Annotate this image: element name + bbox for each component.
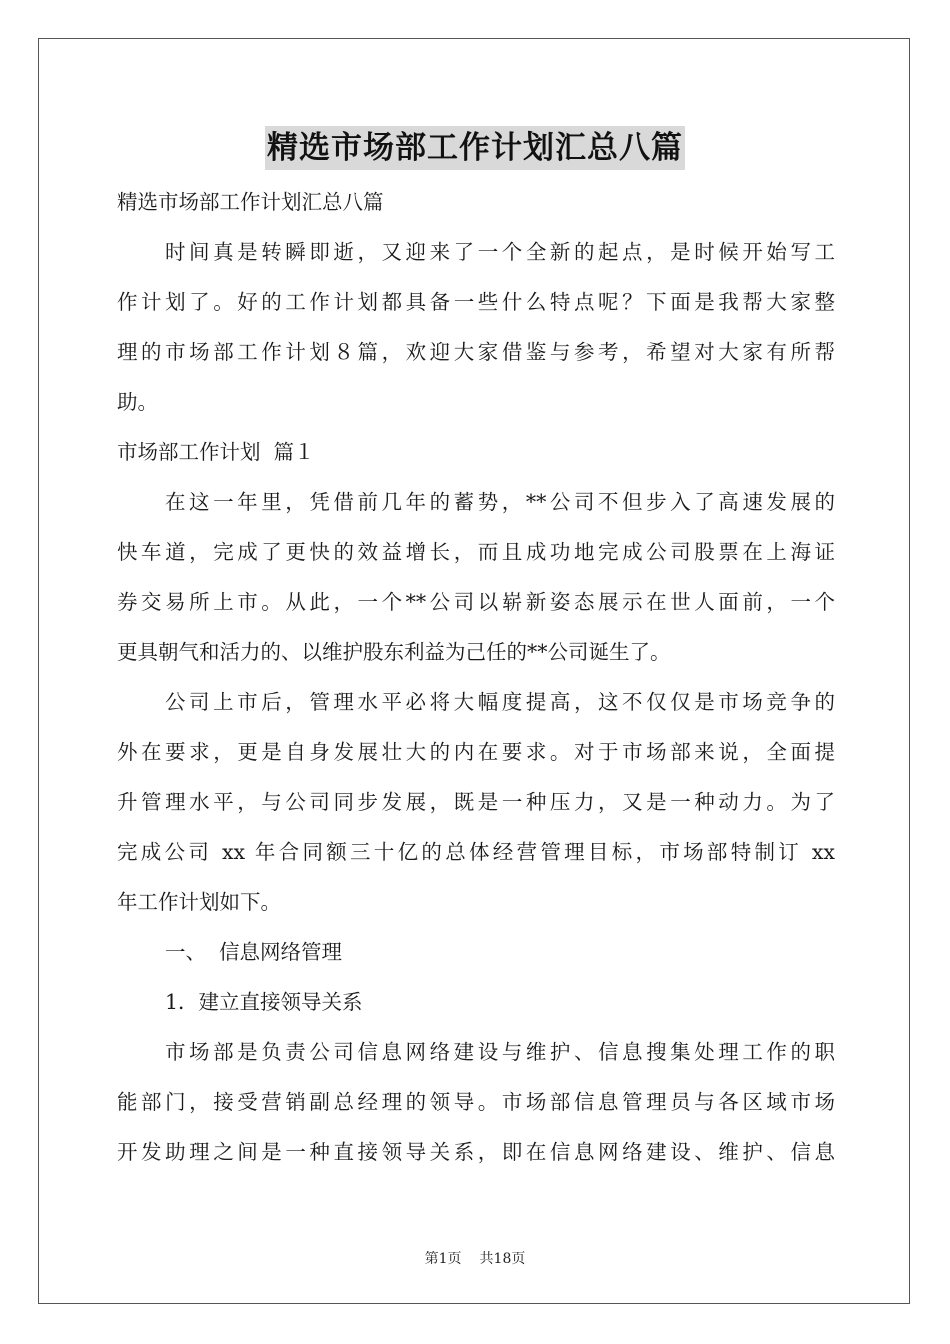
paragraph-line: 市场部是负责公司信息网络建设与维护、信息搜集处理工作的职 [165,1040,835,1064]
paragraph-line: 在这一年里，凭借前几年的蓄势，**公司不但步入了高速发展的 [165,490,835,514]
document-title: 精选市场部工作计划汇总八篇 [265,126,685,170]
paragraph-line: 时间真是转瞬即逝，又迎来了一个全新的起点，是时候开始写工 [165,240,835,264]
paragraph-line: 更具朝气和活力的、以维护股东利益为己任的**公司诞生了。 [117,640,671,664]
paragraph-line: 作计划了。好的工作计划都具备一些什么特点呢？下面是我帮大家整 [117,290,835,314]
paragraph-line: 年工作计划如下。 [117,890,281,914]
paragraph-line: 开发助理之间是一种直接领导关系，即在信息网络建设、维护、信息 [117,1140,835,1164]
page-number: 第1页 [424,1251,462,1267]
paragraph-line: 助。 [117,390,158,414]
paragraph-line: 公司上市后，管理水平必将大幅度提高，这不仅仅是市场竞争的 [165,690,835,714]
subtitle-line: 精选市场部工作计划汇总八篇 [117,190,384,214]
document-body [117,177,835,1177]
paragraph-line: 能部门，接受营销副总经理的领导。市场部信息管理员与各区域市场 [117,1090,835,1114]
paragraph-line: 完成公司 xx 年合同额三十亿的总体经营管理目标，市场部特制订 xx [117,840,835,864]
paragraph-line: 快车道，完成了更快的效益增长，而且成功地完成公司股票在上海证 [117,540,835,564]
list-heading: 一、 信息网络管理 [165,940,343,964]
paragraph-line: 理的市场部工作计划８篇，欢迎大家借鉴与参考，希望对大家有所帮 [117,340,835,364]
section-heading: 市场部工作计划 篇１ [117,440,315,464]
paragraph-line: 外在要求，更是自身发展壮大的内在要求。对于市场部来说，全面提 [117,740,835,764]
page-total: 共18页 [479,1251,526,1267]
list-subheading: 1．建立直接领导关系 [165,990,363,1014]
paragraph-line: 券交易所上市。从此，一个**公司以崭新姿态展示在世人面前，一个 [117,590,835,614]
page-footer [0,1248,950,1268]
paragraph-line: 升管理水平，与公司同步发展，既是一种压力，又是一种动力。为了 [117,790,835,814]
title-container [0,126,950,170]
